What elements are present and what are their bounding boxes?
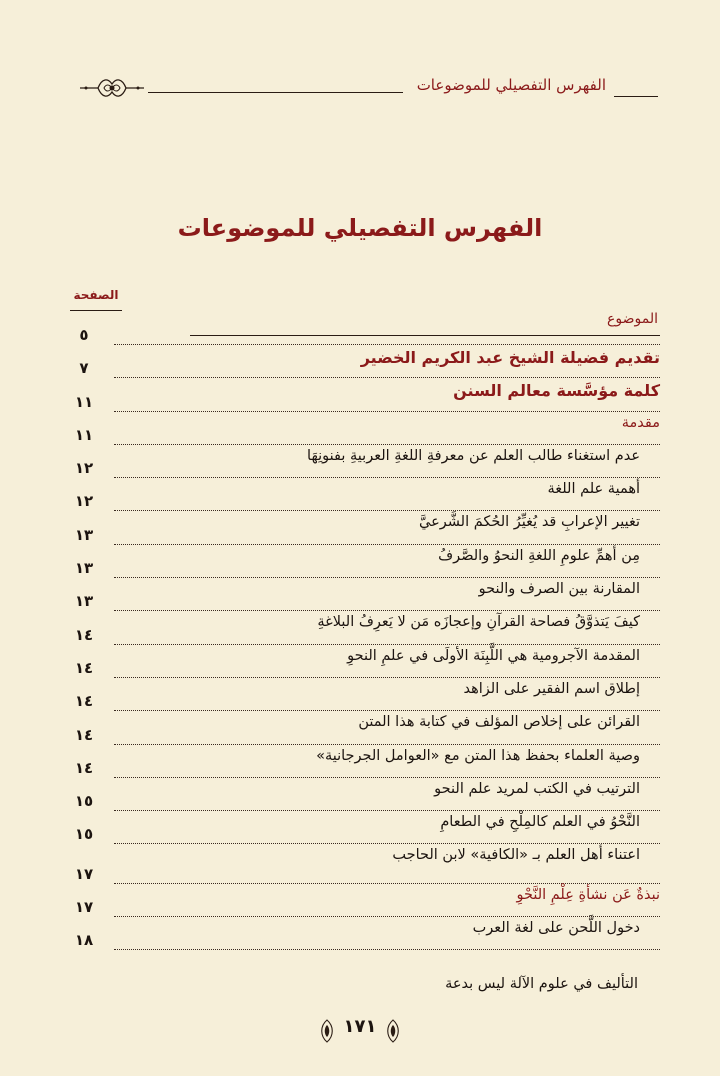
toc-entry-page: ١٢ [74,459,94,478]
toc-entry-title: مِن أهمِّ علومِ اللغةِ النحوُ والصَّرفُ [438,547,640,564]
toc-entry-title: وصية العلماء بحفظ هذا المتن مع «العوامل الجرجانية» [316,747,640,764]
toc-entry [62,492,660,537]
toc-entry [62,559,660,604]
toc-entry-page: ١٤ [74,625,94,644]
toc-entry [62,725,660,771]
toc-entry-title: نبذةٌ عَن نشأةِ عِلْمِ النَّحْوِ [516,886,660,903]
toc-entry [62,326,660,371]
toc-entry-page: ١٤ [74,692,94,711]
dotted-leader [114,916,660,917]
dotted-leader [114,883,660,884]
header-rule [148,92,403,93]
column-header-topic: الموضوع [607,311,658,327]
toc-entry-page: ١٣ [74,592,94,611]
dotted-leader [114,377,660,378]
dotted-leader [114,644,660,645]
dotted-leader [114,477,660,478]
toc-entry-page: ١٣ [74,559,94,578]
toc-entry-title: دخول اللَّحن على لغة العرب [472,920,640,937]
dotted-leader [114,843,660,844]
toc-entry-title: كلمة مؤسَّسة معالم السنن [453,381,660,401]
dotted-leader [114,777,660,778]
toc-entry-title: تغيير الإعرابِ قد يُغيِّرُ الحُكمَ الشَّرعيَّ [419,514,640,531]
toc-entry [62,898,660,943]
dotted-leader [114,677,660,678]
dotted-leader [114,510,660,511]
running-header [78,72,658,102]
toc-entry-page: ٥ [79,326,89,344]
toc-entry-page: ١٤ [74,658,94,677]
toc-entry-page: ١١ [74,425,94,444]
running-header-title: الفهرس التفصيلي للموضوعات [416,76,606,94]
toc-entry-title: عدم استغناء طالب العلم عن معرفةِ اللغةِ العربيةِ بفنونِهَا [307,447,640,464]
page-title: الفهرس التفصيلي للموضوعات [177,214,543,242]
toc-entry [62,625,660,671]
toc-entry-title: المقارنة بين الصرف والنحو [478,581,640,598]
dotted-leader [114,344,660,345]
toc-entry [62,392,660,438]
toc-entry [62,525,660,571]
dotted-leader [114,411,660,412]
toc-entry [62,825,660,870]
toc-entry-title: المقدمة الآجرومية هي اللَّبِنَة الأولَى في علمِ النحوِ [347,647,640,664]
toc-entry-last: التأليف في علوم الآلة ليس بدعة [445,976,638,992]
dotted-leader [114,610,660,611]
dotted-leader [114,744,660,745]
toc-entry-title: الترتيب في الكتب لمريد علم النحو [434,780,640,797]
toc-entry [62,359,660,404]
column-header-page-underline [70,310,122,311]
toc-entry-title: كيفَ يَتذوَّقُ فصاحة القرآنِ وإعجازَه مَن لا يَعرِفُ البلاغةِ [317,614,640,631]
flourish-right-icon [382,1018,404,1044]
toc-entry-page: ١٤ [74,758,94,777]
dotted-leader [114,710,660,711]
toc-entry-page: ١٤ [74,725,94,744]
page-footer [0,1010,720,1050]
page-number: ١٧١ [343,1016,377,1037]
toc-entry [62,592,660,637]
toc-entry-title: تقديم فضيلة الشيخ عبد الكريم الخضير [360,348,660,367]
toc-entry-page: ١٥ [74,825,94,844]
toc-entry-title: مقدمة [621,414,660,431]
dotted-leader [114,949,660,950]
toc-entry-title: النَّحْوُ في العلم كالمِلْحِ في الطعامِ [440,814,640,831]
toc-entry-title: اعتناء أهل العلم بـ «الكافية» لابن الحاجب [392,847,640,864]
dotted-leader [114,577,660,578]
toc-entry [62,425,660,471]
toc-entry [62,758,660,804]
toc-entry-page: ١٢ [74,492,94,511]
toc-entry-page: ١٥ [74,792,94,811]
toc-list [62,326,660,977]
toc-entry [62,792,660,837]
dotted-leader [114,810,660,811]
toc-entry-title: إطلاق اسم الفقير على الزاهد [463,680,640,697]
toc-entry [62,864,660,910]
toc-entry [62,931,660,976]
toc-entry [62,692,660,737]
toc-entry-page: ١١ [74,392,94,411]
toc-entry-page: ١٣ [74,525,94,544]
toc-entry-page: ١٧ [74,864,94,883]
toc-entry [62,658,660,704]
column-header-page: الصفحة [73,288,119,302]
column-header-topic-underline [190,335,660,336]
toc-entry [62,459,660,504]
toc-entry-title: القرائن على إخلاص المؤلف في كتابة هذا المتن [358,714,640,731]
toc-entry-page: ٧ [79,359,89,378]
header-rule-right [614,96,658,97]
dotted-leader [114,544,660,545]
toc-entry-page: ١٨ [74,931,94,950]
toc-entry-page: ١٧ [74,898,94,917]
dotted-leader [114,444,660,445]
toc-entry-title: أهمية علم اللغة [547,481,640,498]
ornament-icon [78,74,146,104]
